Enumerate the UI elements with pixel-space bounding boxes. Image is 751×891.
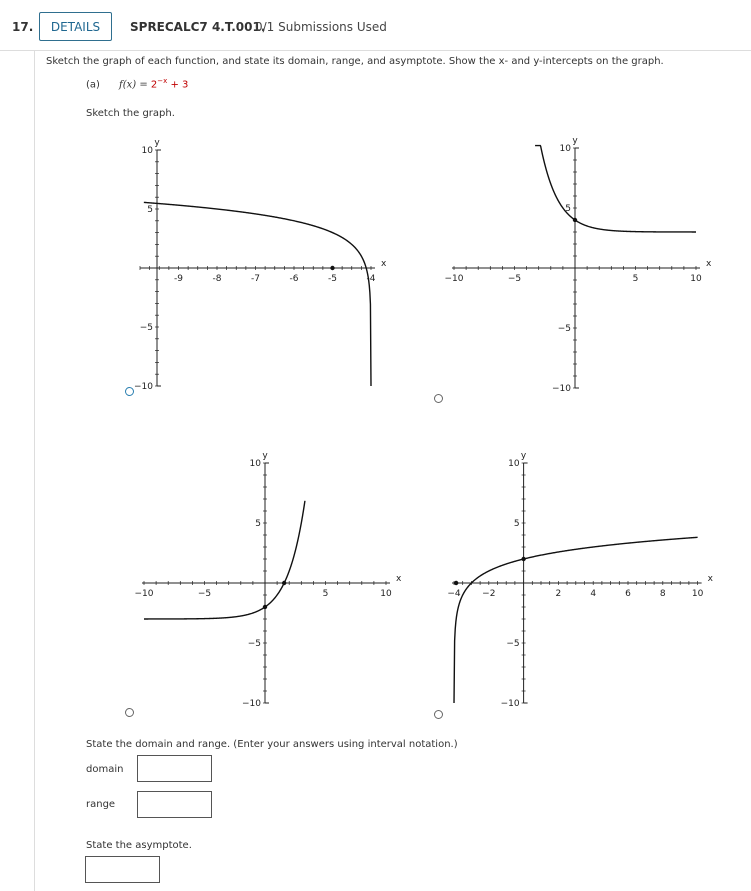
asymptote-input[interactable] bbox=[85, 856, 160, 883]
x-tick-label: -9 bbox=[174, 274, 183, 284]
graph-option-a bbox=[100, 125, 420, 395]
graph-option-d bbox=[440, 440, 720, 720]
y-tick-label: −5 bbox=[139, 323, 153, 333]
x-tick-label: 10 bbox=[690, 274, 702, 284]
sketch-prompt: Sketch the graph. bbox=[86, 108, 175, 119]
left-divider bbox=[34, 50, 35, 891]
submissions-used: 0/1 Submissions Used bbox=[255, 20, 387, 34]
graph-option-b bbox=[440, 125, 720, 405]
x-tick-label: 5 bbox=[322, 589, 329, 599]
y-tick-label: 5 bbox=[255, 519, 261, 529]
y-tick-label: −5 bbox=[247, 639, 261, 649]
function-curve bbox=[144, 202, 371, 386]
y-tick-label: 10 bbox=[249, 459, 261, 469]
x-tick-label: −5 bbox=[507, 274, 522, 284]
y-axis-label: y bbox=[520, 451, 527, 461]
intercept-point bbox=[263, 605, 267, 609]
intercept-point bbox=[454, 581, 458, 585]
part-label: (a) bbox=[86, 79, 100, 91]
problem-code: SPRECALC7 4.T.001. bbox=[130, 20, 266, 34]
x-tick-label: 2 bbox=[555, 589, 562, 599]
y-tick-label: 5 bbox=[147, 205, 153, 215]
x-tick-label: -4 bbox=[366, 274, 376, 284]
range-input[interactable] bbox=[137, 791, 212, 818]
x-tick-label: −4 bbox=[447, 589, 461, 599]
radio-option-b[interactable] bbox=[434, 394, 443, 403]
y-axis-label: y bbox=[572, 136, 578, 146]
graph-option-c bbox=[130, 440, 410, 720]
x-tick-label: 8 bbox=[659, 589, 666, 599]
function-curve bbox=[535, 146, 696, 232]
function-base: 2 bbox=[150, 79, 158, 91]
x-axis-label: x bbox=[381, 259, 387, 269]
x-tick-label: -6 bbox=[289, 274, 299, 284]
y-tick-label: −10 bbox=[134, 382, 153, 392]
question-number: 17. bbox=[12, 20, 34, 34]
function-curve bbox=[454, 537, 698, 703]
details-button[interactable]: DETAILS bbox=[39, 12, 112, 41]
domain-input[interactable] bbox=[137, 755, 212, 782]
asymptote-prompt: State the asymptote. bbox=[86, 840, 192, 851]
range-label: range bbox=[86, 799, 116, 810]
x-tick-label: 10 bbox=[691, 589, 704, 599]
part-a-function bbox=[86, 77, 188, 90]
x-axis-label: x bbox=[707, 574, 713, 584]
y-tick-label: −10 bbox=[242, 699, 261, 709]
x-tick-label: -8 bbox=[212, 274, 222, 284]
intercept-point bbox=[573, 218, 577, 222]
instructions: Sketch the graph of each function, and state its domain, range, and asymptote. Show the x- and y-intercepts on the graph. bbox=[46, 56, 664, 67]
domain-label: domain bbox=[86, 764, 124, 775]
intercept-point bbox=[282, 581, 286, 585]
intercept-point bbox=[521, 557, 525, 561]
y-tick-label: 5 bbox=[513, 519, 520, 529]
x-tick-label: 5 bbox=[632, 274, 639, 284]
y-tick-label: 10 bbox=[141, 146, 153, 156]
radio-option-a[interactable] bbox=[125, 387, 134, 396]
function-curve bbox=[144, 501, 305, 619]
intercept-point bbox=[330, 266, 334, 270]
x-tick-label: −2 bbox=[482, 589, 496, 599]
y-tick-label: 10 bbox=[508, 459, 520, 469]
x-tick-label: 4 bbox=[590, 589, 597, 599]
x-tick-label: -7 bbox=[251, 274, 260, 284]
y-axis-label: y bbox=[154, 138, 160, 148]
y-tick-label: 5 bbox=[565, 204, 571, 214]
x-tick-label: −10 bbox=[444, 274, 464, 284]
y-tick-label: −10 bbox=[500, 699, 520, 709]
domain-range-prompt: State the domain and range. (Enter your answers using interval notation.) bbox=[86, 739, 458, 750]
y-tick-label: −10 bbox=[552, 384, 571, 394]
question-header bbox=[0, 0, 751, 51]
radio-option-c[interactable] bbox=[125, 708, 134, 717]
x-tick-label: 10 bbox=[380, 589, 392, 599]
x-tick-label: -5 bbox=[328, 274, 337, 284]
y-tick-label: −5 bbox=[557, 324, 571, 334]
function-lhs: f(x) = bbox=[119, 79, 151, 91]
function-exponent: −x bbox=[157, 77, 168, 85]
x-tick-label: 6 bbox=[625, 589, 631, 599]
x-axis-label: x bbox=[706, 259, 712, 269]
radio-option-d[interactable] bbox=[434, 710, 443, 719]
y-tick-label: −5 bbox=[506, 639, 520, 649]
x-axis-label: x bbox=[396, 574, 402, 584]
function-tail: + 3 bbox=[167, 79, 189, 91]
y-tick-label: 10 bbox=[559, 144, 571, 154]
x-tick-label: −10 bbox=[134, 589, 154, 599]
y-axis-label: y bbox=[262, 451, 268, 461]
x-tick-label: −5 bbox=[197, 589, 212, 599]
